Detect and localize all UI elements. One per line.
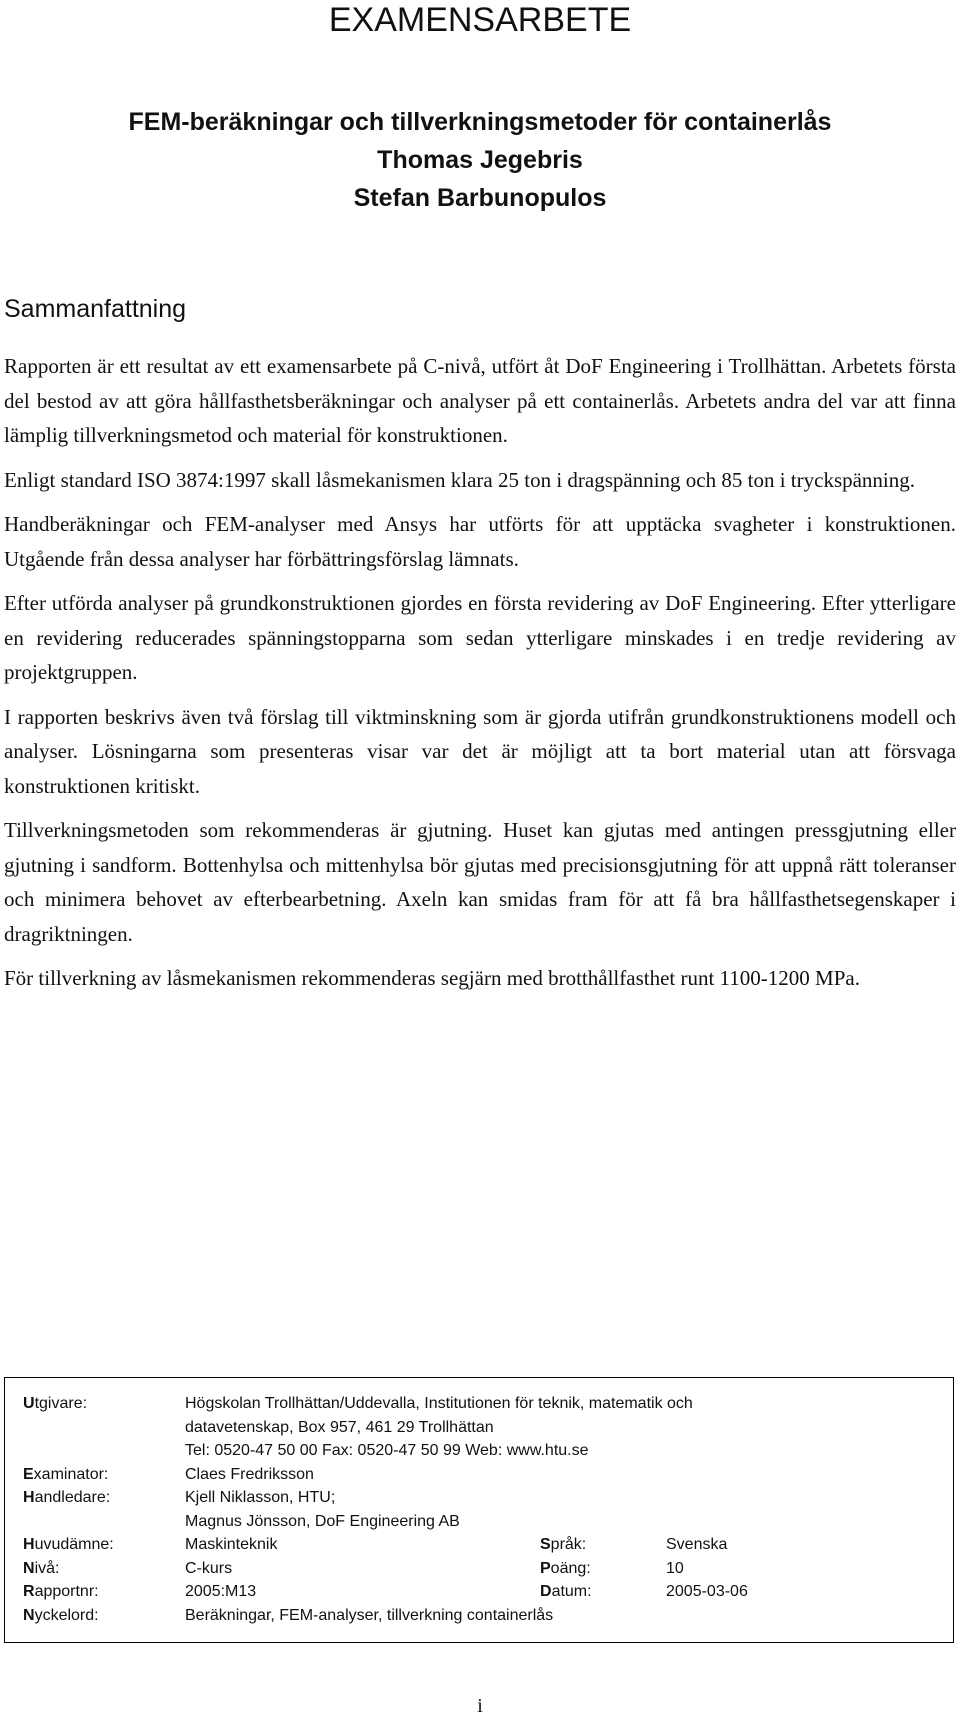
utgivare-label: Utgivare: bbox=[23, 1395, 88, 1412]
examinator-label: Examinator: bbox=[23, 1465, 109, 1483]
info-row-niva bbox=[23, 1557, 943, 1581]
utgivare-line: Högskolan Trollhättan/Uddevalla, Institutionen för teknik, matematik och bbox=[185, 1395, 693, 1412]
report-info-box bbox=[4, 1377, 954, 1643]
niva-value: C-kurs bbox=[185, 1559, 233, 1577]
handledare-label: Handledare: bbox=[23, 1489, 111, 1506]
poang-value: 10 bbox=[666, 1559, 684, 1577]
huvudamne-value: Maskinteknik bbox=[185, 1536, 278, 1553]
abstract-paragraph: Efter utförda analyser på grundkonstruktionen gjordes en första revidering av DoF Engineering. Efter ytterligare en revidering reducerades spänningstopparna som sedan ytterligare minskades i en tredje revidering av projektgruppen. bbox=[4, 591, 956, 684]
handledare-value bbox=[185, 1486, 943, 1533]
author-2: Stefan Barbunopulos bbox=[353, 184, 607, 212]
info-row-huvudamne bbox=[23, 1533, 943, 1557]
poang-label: Poäng: bbox=[540, 1559, 591, 1577]
handledare-line: Kjell Niklasson, HTU; bbox=[185, 1489, 336, 1506]
rapportnr-value: 2005:M13 bbox=[185, 1583, 257, 1600]
utgivare-line: Tel: 0520-47 50 00 Fax: 0520-47 50 99 Web: www.htu.se bbox=[185, 1442, 589, 1459]
page-number: i bbox=[477, 1695, 483, 1717]
info-row-rapportnr bbox=[23, 1580, 943, 1604]
abstract-paragraph: Enligt standard ISO 3874:1997 skall låsmekanismen klara 25 ton i dragspänning och 85 ton i tryckspänning. bbox=[4, 467, 916, 492]
nyckelord-value: Beräkningar, FEM-analyser, tillverkning containerlås bbox=[185, 1606, 554, 1624]
report-info-table bbox=[23, 1392, 943, 1627]
nyckelord-label: Nyckelord: bbox=[23, 1606, 99, 1624]
info-row-examinator bbox=[23, 1463, 943, 1487]
datum-value: 2005-03-06 bbox=[666, 1583, 748, 1600]
info-row-utgivare bbox=[23, 1392, 943, 1463]
abstract-paragraph: Tillverkningsmetoden som rekommenderas är gjutning. Huset kan gjutas med antingen pressgjutning eller gjutning i sandform. Bottenhylsa och mittenhylsa bör gjutas med precisionsgjutning för att uppnå rätt toleranser och minimera behovet av efterbearbetning. Axeln kan smidas fram för att få bra hållfasthetsegenskaper i dragriktningen. bbox=[4, 818, 956, 946]
abstract-paragraph: För tillverkning av låsmekanismen rekommenderas segjärn med brotthållfasthet runt 1100-1200 MPa. bbox=[4, 966, 860, 990]
sprak-label: Språk: bbox=[540, 1536, 587, 1553]
document-title: EXAMENSARBETE bbox=[328, 1, 632, 39]
rapportnr-label: Rapportnr: bbox=[23, 1583, 99, 1600]
examinator-value: Claes Fredriksson bbox=[185, 1465, 314, 1483]
info-row-nyckelord bbox=[23, 1604, 943, 1628]
datum-label: Datum: bbox=[540, 1583, 592, 1600]
utgivare-value bbox=[185, 1392, 943, 1463]
huvudamne-label: Huvudämne: bbox=[23, 1536, 114, 1553]
abstract-paragraph: I rapporten beskrivs även två förslag till viktminskning som är gjorda utifrån grundkonstruktionens modell och analyser. Lösningarna som presenteras visar var det är möjligt att ta bort material utan att försvaga konstruktionen kritiskt. bbox=[4, 704, 956, 798]
abstract-paragraph: Handberäkningar och FEM-analyser med Ansys har utförts för att upptäcka svagheter i konstruktionen. Utgående från dessa analyser har förbättringsförslag lämnats. bbox=[4, 512, 956, 571]
handledare-line: Magnus Jönsson, DoF Engineering AB bbox=[185, 1512, 460, 1530]
author-1: Thomas Jegebris bbox=[377, 146, 583, 174]
abstract-body bbox=[4, 349, 956, 1006]
abstract-paragraph: Rapporten är ett resultat av ett examensarbete på C-nivå, utfört åt DoF Engineering i Trollhättan. Arbetets första del bestod av att göra hållfasthetsberäkningar och analyser på ett containerlås. Arbetets andra del var att finna lämplig tillverkningsmetod och material för konstruktionen. bbox=[4, 354, 956, 447]
sprak-value: Svenska bbox=[666, 1536, 728, 1553]
abstract-heading: Sammanfattning bbox=[4, 295, 187, 323]
utgivare-line: datavetenskap, Box 957, 461 29 Trollhättan bbox=[185, 1418, 494, 1436]
thesis-heading bbox=[0, 103, 960, 217]
info-row-handledare bbox=[23, 1486, 943, 1533]
thesis-title: FEM-beräkningar och tillverkningsmetoder för containerlås bbox=[128, 108, 832, 136]
niva-label: Nivå: bbox=[23, 1559, 60, 1577]
